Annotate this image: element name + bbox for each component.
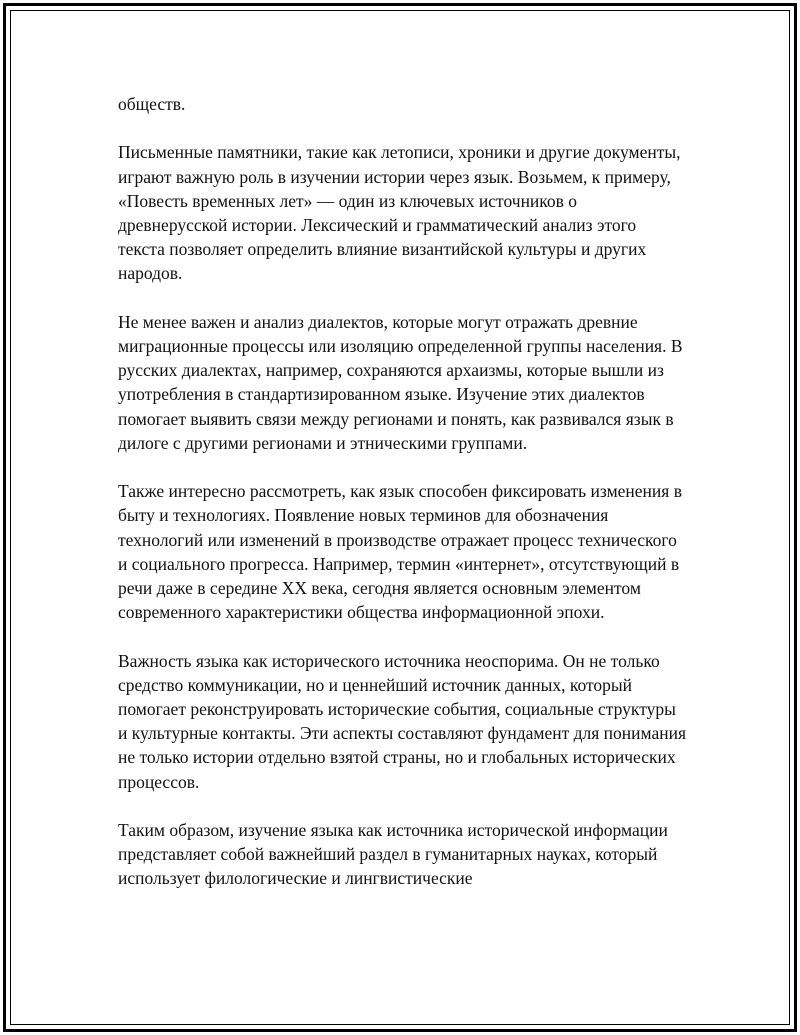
paragraph-6: Таким образом, изучение языка как источника исторической информации представляет собой важнейший раздел в гуманитарных науках, который использует филологические и лингвистические — [118, 820, 668, 889]
paragraph-4: Также интересно рассмотреть, как язык способен фиксировать изменения в быту и технологиях. Появление новых терминов для обозначения технологий или изменений в производстве отражает процесс технического и социального прогресса. Например, термин «интернет», отсутствующий в речи даже в середине XX века, сегодня является основным элементом современного характеристики общества информационной эпохи. — [118, 481, 682, 623]
paragraph-1: обществ. — [118, 94, 186, 114]
paragraph-3: Не менее важен и анализ диалектов, которые могут отражать древние миграционные процессы или изоляцию определенной группы населения. В русских диалектах, например, сохраняются архаизмы, которые вышли из употребления в стандартизированном языке. Изучение этих диалектов помогает выявить связи между регионами и понять, как развивался язык в дилоге с другими регионами и этническими группами. — [118, 311, 683, 453]
paragraph-2: Письменные памятники, такие как летописи, хроники и другие документы, играют важную роль в изучении истории через язык. Возьмем, к примеру, «Повесть временных лет» — один из ключевых источников о древнерусской истории. Лексический и грамматический анализ этого текста позволяет определить влияние византийской культуры и других народов. — [118, 142, 681, 284]
document-body — [118, 92, 686, 891]
paragraph-5: Важность языка как исторического источника неоспорима. Он не только средство коммуникации, но и ценнейший источник данных, который помогает реконструировать исторические события, социальные структуры и культурные контакты. Эти аспекты составляют фундамент для понимания не только истории отдельно взятой страны, но и глобальных исторических процессов. — [118, 650, 687, 792]
